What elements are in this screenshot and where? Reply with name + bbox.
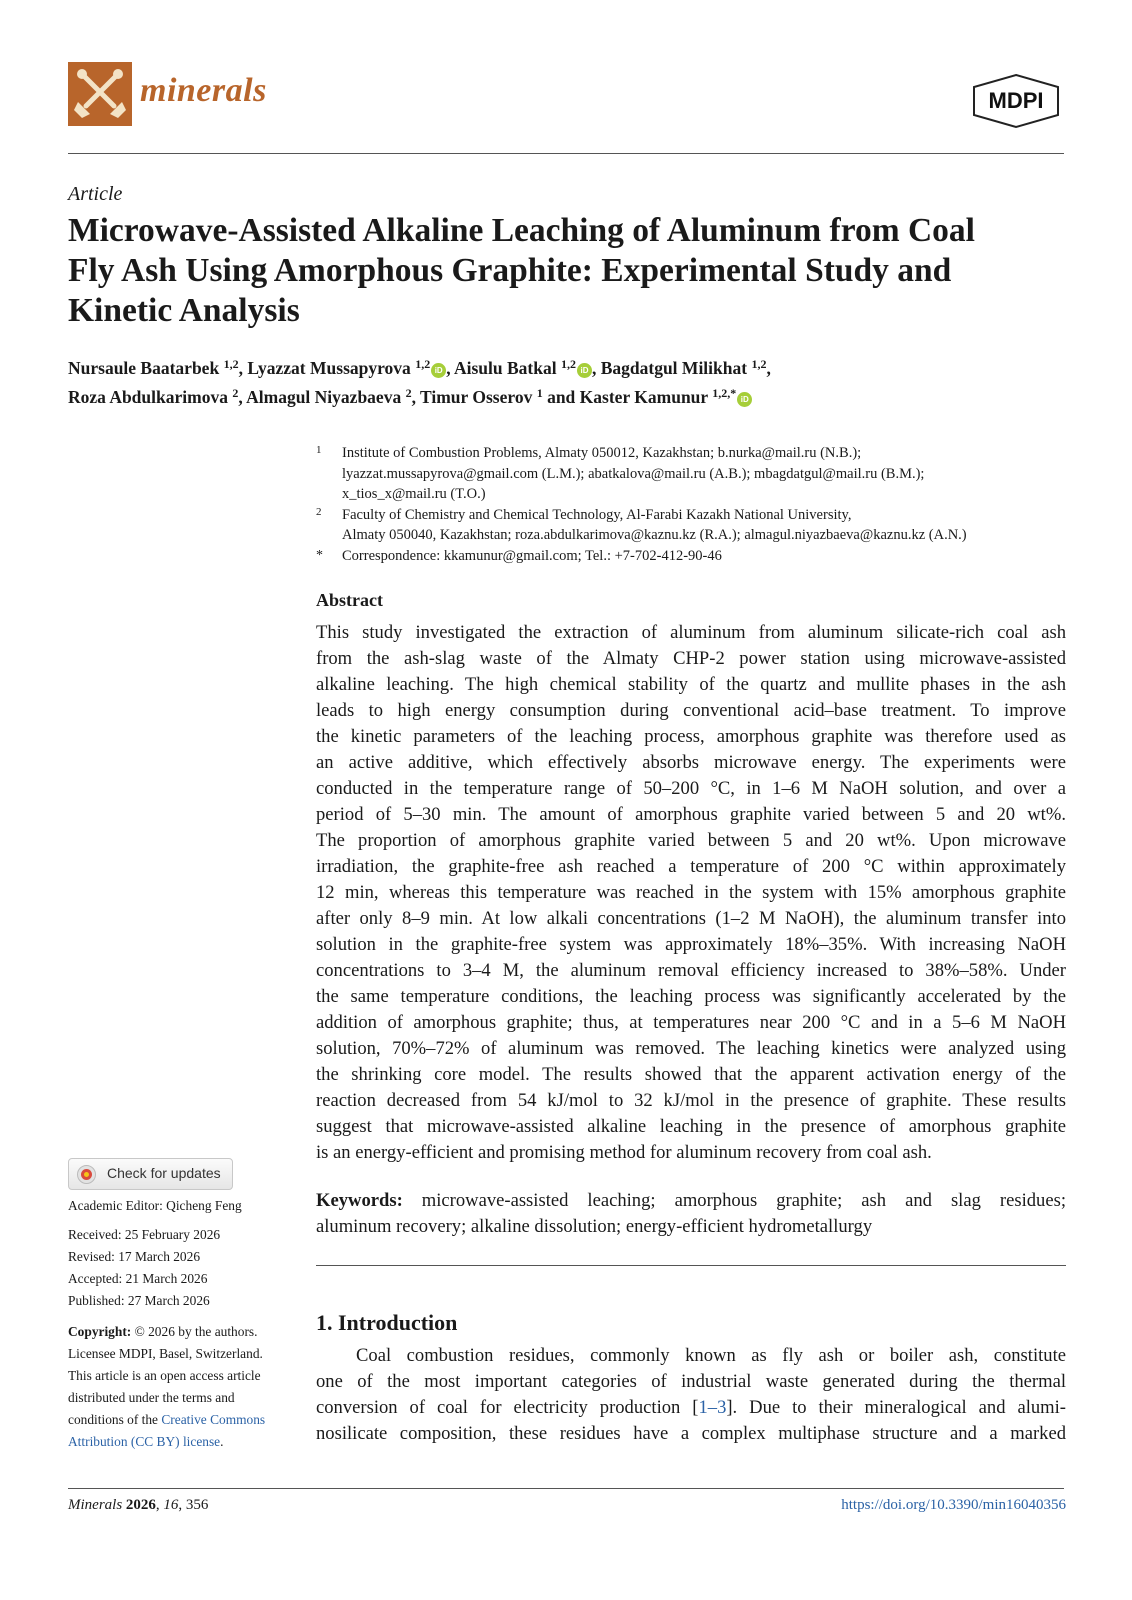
footer-journal: Minerals [68, 1497, 123, 1513]
author-affiliation-mark: 2 [232, 386, 239, 400]
author-affiliation-mark: 1,2 [560, 357, 576, 371]
header-divider [68, 153, 1064, 154]
license-text: . [220, 1434, 224, 1449]
title-line: Fly Ash Using Amorphous Graphite: Experimental Study and [68, 252, 952, 289]
abstract-line: suggest that microwave-assisted alkaline leaching in the presence of amorphous graphite [316, 1116, 1066, 1137]
license-line: Licensee MDPI, Basel, Switzerland. [68, 1346, 263, 1361]
orcid-icon[interactable]: iD [737, 392, 752, 407]
affiliation-mark: 2 [316, 505, 322, 518]
footer-article-number: 356 [185, 1497, 209, 1513]
title-line: Kinetic Analysis [68, 292, 300, 329]
abstract-line: from the ash-slag waste of the Almaty CHP-2 power station using microwave-assisted [316, 648, 1066, 669]
abstract-line: solution, 70%–72% of aluminum was removed. The leaching kinetics were analyzed using [316, 1038, 1066, 1059]
author-name[interactable]: Almagul Niyazbaeva [246, 387, 402, 407]
correspondence [316, 546, 1076, 567]
copyright-label: Copyright: [68, 1324, 132, 1339]
orcid-icon[interactable]: iD [577, 363, 592, 378]
author-connector: and [547, 387, 576, 407]
license-link[interactable]: Attribution (CC BY) license [68, 1434, 221, 1449]
abstract-line: the kinetic parameters of the leaching process, amorphous graphite was therefore used as [316, 726, 1066, 747]
copyright-text: © 2026 by the authors. [134, 1324, 258, 1339]
reference-link[interactable]: 1–3 [698, 1397, 727, 1418]
affiliation-line: Almaty 050040, Kazakhstan; roza.abdulkarimova@kaznu.kz (R.A.); almagul.niyazbaeva@kaznu.kz (A.N.) [342, 527, 967, 543]
keywords-text: microwave-assisted leaching; amorphous graphite; ash and slag residues; [421, 1190, 1066, 1211]
abstract-line: concentrations to 3–4 M, the aluminum removal efficiency increased to 38%–58%. Under [316, 960, 1066, 981]
affiliation-line: x_tios_x@mail.ru (T.O.) [342, 486, 486, 502]
mdpi-logo-text: MDPI [988, 88, 1044, 113]
check-for-updates-label: Check for updates [107, 1165, 221, 1181]
copyright [68, 1321, 298, 1343]
author-name[interactable]: Bagdatgul Milikhat [600, 358, 748, 378]
license-link[interactable]: Creative Commons [161, 1412, 266, 1427]
keywords [316, 1188, 1066, 1240]
abstract-line: addition of amorphous graphite; thus, at temperatures near 200 °C and in a 5–6 M NaOH [316, 1012, 1066, 1033]
abstract-line: conducted in the temperature range of 50–200 °C, in 1–6 M NaOH solution, and over a [316, 778, 1066, 799]
affiliation-line: Faculty of Chemistry and Chemical Technology, Al-Farabi Kazakh National University, [342, 506, 852, 523]
abstract-line: alkaline leaching. The high chemical stability of the quartz and mullite phases in the ash [316, 674, 1066, 695]
intro-text: ]. Due to their mineralogical and alumi- [726, 1397, 1066, 1418]
intro-line [316, 1395, 1066, 1421]
citation: Minerals 2026, 16, 356 [68, 1497, 209, 1513]
license-line: distributed under the terms and [68, 1390, 235, 1405]
intro-text: conversion of coal for electricity production [ [316, 1397, 699, 1418]
shovel-pick-icon [68, 62, 132, 126]
author-affiliation-mark: 2 [405, 386, 412, 400]
author-line: Roza Abdulkarimova $^2$, Almagul Niyazbaeva $^2$, Timur Osserov $^1$ and Kaster Kamunur $^{1,2,*}$ iD [68, 383, 1068, 412]
mdpi-logo [968, 73, 1064, 129]
affiliation-mark: 1 [316, 444, 322, 456]
orcid-icon[interactable]: iD [431, 363, 446, 378]
affiliation-line: lyazzat.mussapyrova@gmail.com (L.M.); abatkalova@mail.ru (A.B.); mbagdatgul@mail.ru (B.M.); [342, 465, 925, 482]
correspondence-mark: * [316, 547, 323, 563]
abstract-heading: Abstract [316, 590, 383, 610]
keywords-label: Keywords: [316, 1190, 403, 1211]
article-type: Article [68, 183, 123, 205]
license-text: conditions of the [68, 1412, 159, 1427]
abstract-line: period of 5–30 min. The amount of amorphous graphite varied between 5 and 20 wt%. [316, 804, 1066, 825]
article-info-sidebar [68, 1195, 298, 1453]
author-affiliation-mark: 1,2 [415, 357, 431, 371]
journal-name: minerals [140, 72, 267, 109]
footer-volume: 16 [163, 1497, 179, 1513]
abstract-line: leads to high energy consumption during conventional acid–base treatment. To improve [316, 700, 1066, 721]
abstract-line: irradiation, the graphite-free ash reached a temperature of 200 °C within approximately [316, 856, 1066, 877]
affiliations [316, 443, 1076, 566]
author-affiliation-mark: 1,2 [751, 357, 767, 371]
intro-line: one of the most important categories of industrial waste generated during the thermal [316, 1371, 1066, 1392]
abstract-line: solution in the graphite-free system was approximately 18%–35%. With increasing NaOH [316, 934, 1066, 955]
affiliation-1 [316, 443, 1076, 505]
keywords-line [316, 1188, 1066, 1214]
section-heading: 1. Introduction [316, 1310, 458, 1335]
author-affiliation-mark: 1,2 [223, 357, 239, 371]
abstract-line: reaction decreased from 54 kJ/mol to 32 kJ/mol in the presence of graphite. These results [316, 1090, 1066, 1111]
abstract-line: the same temperature conditions, the leaching process was significantly accelerated by the [316, 986, 1066, 1007]
footer-divider [68, 1488, 1064, 1489]
correspondence-line: Correspondence: kkamunur@gmail.com; Tel.: +7-702-412-90-46 [342, 547, 722, 564]
abstract-line: is an energy-efficient and promising method for aluminum recovery from coal ash. [316, 1142, 932, 1163]
abstract-line: an active additive, which effectively absorbs microwave energy. The experiments were [316, 752, 1066, 773]
abstract-line: This study investigated the extraction of aluminum from aluminum silicate-rich coal ash [316, 622, 1066, 643]
revised-date: Revised: 17 March 2026 [68, 1249, 201, 1264]
author-name[interactable]: Roza Abdulkarimova [68, 387, 228, 407]
introduction-body [316, 1343, 1066, 1447]
received-date: Received: 25 February 2026 [68, 1227, 221, 1242]
abstract-line: after only 8–9 min. At low alkali concentrations (1–2 M NaOH), the aluminum transfer into [316, 908, 1066, 929]
abstract-line: the shrinking core model. The results showed that the apparent activation energy of the [316, 1064, 1066, 1085]
doi-link[interactable]: https://doi.org/10.3390/min16040356 [841, 1497, 1066, 1513]
article-title [68, 211, 1068, 331]
published-date: Published: 27 March 2026 [68, 1293, 210, 1308]
accepted-date: Accepted: 21 March 2026 [68, 1271, 208, 1286]
intro-line: nosilicate composition, these residues have a complex multiphase structure and a marked [316, 1423, 1066, 1444]
title-line: Microwave-Assisted Alkaline Leaching of Aluminum from Coal [68, 212, 975, 249]
author-name[interactable]: Nursaule Baatarbek [68, 358, 220, 378]
author-affiliation-mark: 1,2,* [712, 386, 737, 400]
author-name[interactable]: Aisulu Batkal [453, 358, 557, 378]
author-name[interactable]: Timur Osserov [420, 387, 533, 407]
check-for-updates-button[interactable] [68, 1158, 233, 1190]
abstract-body [316, 620, 1066, 1166]
affiliation-line: Institute of Combustion Problems, Almaty 050012, Kazakhstan; b.nurka@mail.ru (N.B.); [342, 445, 862, 461]
license-line: This article is an open access article [68, 1368, 261, 1383]
author-list [68, 354, 1068, 412]
license-line [68, 1431, 298, 1453]
crossmark-icon [77, 1165, 96, 1184]
journal-logo [68, 62, 132, 126]
section-divider [316, 1265, 1066, 1266]
abstract-line: 12 min, whereas this temperature was reached in the system with 15% amorphous graphite [316, 882, 1066, 903]
author-affiliation-mark: 1 [536, 386, 543, 400]
intro-line: Coal combustion residues, commonly known as fly ash or boiler ash, constitute [356, 1345, 1066, 1366]
author-line: Nursaule Baatarbek $^{1,2}$, Lyazzat Mussapyrova $^{1,2}$ iD , Aisulu Batkal $^{1,2}$ iD , Bagdatgul Milikhat $^{1,2}$, [68, 357, 771, 378]
abstract-line: The proportion of amorphous graphite varied between 5 and 20 wt%. Upon microwave [316, 830, 1066, 851]
keywords-line: aluminum recovery; alkaline dissolution; energy-efficient hydrometallurgy [316, 1216, 873, 1237]
footer-year: 2026 [125, 1497, 156, 1513]
license-line [68, 1409, 298, 1431]
author-name[interactable]: Kaster Kamunur [579, 387, 708, 407]
affiliation-2 [316, 505, 1076, 546]
academic-editor: Academic Editor: Qicheng Feng [68, 1198, 242, 1213]
author-name[interactable]: Lyazzat Mussapyrova [247, 358, 411, 378]
